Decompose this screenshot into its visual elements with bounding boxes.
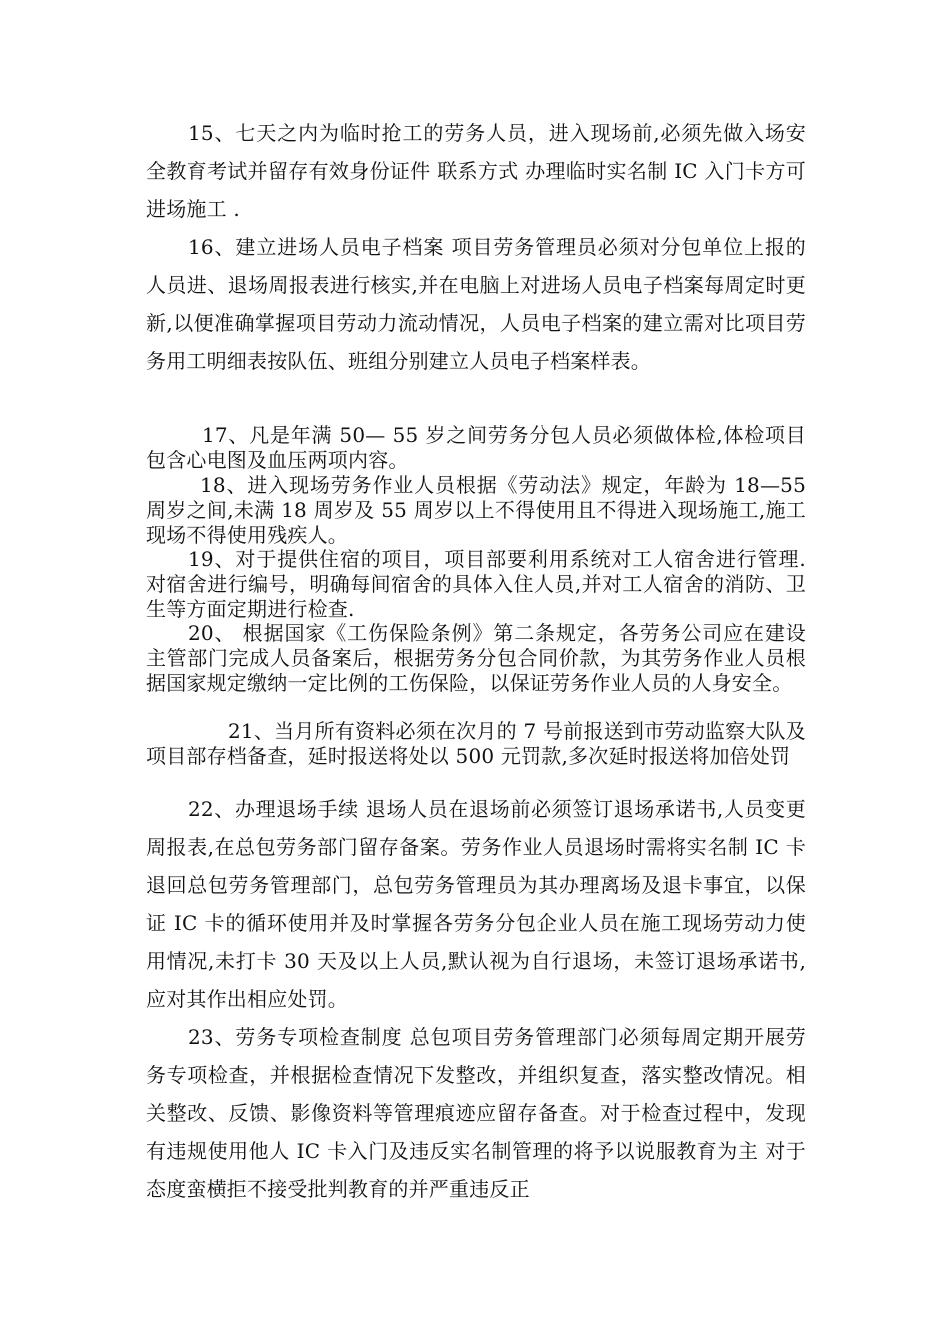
paragraph-23: 23、劳务专项检查制度 总包项目劳务管理部门必须每周定期开展劳务专项检查，并根据检查情况下发整改，并组织复查，落实整改情况。相关整改、反馈、影像资料等管理痕迹应留存备查。对于检查过程中，发现有违规使用他人 IC 卡入门及违反实名制管理的将予以说服教育为主 对于态度蛮横拒不接受批判教育的并严重违反正 [146, 1025, 806, 1201]
paragraph-18: 18、进入现场劳务作业人员根据《劳动法》规定，年龄为 18—55 周岁之间,未满 18 周岁及 55 周岁以上不得使用且不得进入现场施工,施工现场不得使用残疾人。 [146, 473, 806, 547]
paragraph-19: 19、对于提供住宿的项目，项目部要利用系统对工人宿舍进行管理.对宿舍进行编号，明确每间宿舍的具体入住人员,并对工人宿舍的消防、卫生等方面定期进行检查. [146, 547, 806, 621]
paragraph-17: 17、凡是年满 50— 55 岁之间劳务分包人员必须做体检,体检项目包含心电图及血压两项内容。 [146, 423, 806, 472]
paragraph-20: 20、 根据国家《工伤保险条例》第二条规定，各劳务公司应在建设主管部门完成人员备案后，根据劳务分包合同价款，为其劳务作业人员根据国家规定缴纳一定比例的工伤保险，以保证劳务作业人员的人身安全。 [146, 621, 806, 695]
paragraph-15: 15、七天之内为临时抢工的劳务人员，进入现场前,必须先做入场安全教育考试并留存有效身份证件 联系方式 办理临时实名制 IC 入门卡方可进场施工 . [146, 121, 806, 221]
paragraph-22: 22、办理退场手续 退场人员在退场前必须签订退场承诺书,人员变更周报表,在总包劳务部门留存备案。劳务作业人员退场时需将实名制 IC 卡退回总包劳务管理部门，总包劳务管理员为其办理离场及退卡事宜，以保证 IC 卡的循环使用并及时掌握各劳务分包企业人员在施工现场劳动力使用情况,未打卡 30 天及以上人员,默认视为自行退场，未签订退场承诺书,应对其作出相应处罚。 [146, 797, 806, 1011]
paragraph-21: 21、当月所有资料必须在次月的 7 号前报送到市劳动监察大队及项目部存档备查，延时报送将处以 500 元罚款,多次延时报送将加倍处罚 [146, 719, 806, 768]
paragraph-16: 16、建立进场人员电子档案 项目劳务管理员必须对分包单位上报的人员进、退场周报表进行核实,并在电脑上对进场人员电子档案每周定时更新,以便准确掌握项目劳动力流动情况，人员电子档案的建立需对比项目劳务用工明细表按队伍、班组分别建立人员电子档案样表。 [146, 235, 806, 373]
